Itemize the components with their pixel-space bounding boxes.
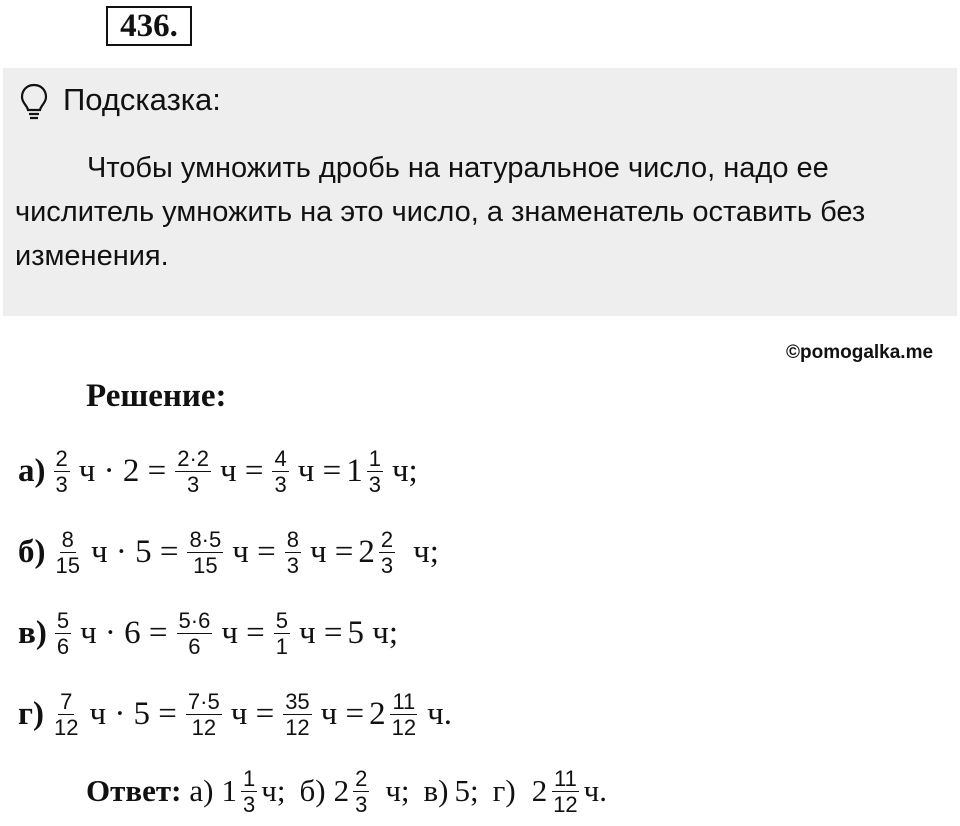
answer-line (86, 756, 607, 826)
line-label: а) (18, 452, 46, 489)
fraction: $\frac{7}{12}$ (53, 688, 79, 740)
fraction: $\frac{7\cdot 5}{12}$ (187, 688, 220, 740)
whole-part: 1 (221, 773, 237, 808)
copyright: ©pomogalka.me (786, 342, 934, 363)
solution-line-d (18, 679, 457, 749)
operator: ч = (309, 533, 354, 570)
whole-part: 2 (369, 695, 386, 732)
operator: ч = (297, 452, 342, 489)
answer-a-label: а) (189, 773, 214, 808)
operator: ч = (299, 614, 343, 651)
answer-c-label: в) (423, 773, 449, 808)
problem-number: 436. (106, 6, 192, 46)
line-label: в) (18, 614, 47, 651)
line-label: б) (18, 533, 46, 570)
fraction: $\frac{11}{12}$ (391, 688, 417, 740)
solution-title: Решение: (86, 378, 227, 414)
solution-line-a (18, 436, 423, 506)
lightbulb-icon (19, 82, 49, 122)
fraction: $\frac{5}{6}$ (56, 607, 70, 659)
fraction: $\frac{5\cdot 6}{6}$ (178, 607, 211, 659)
unit: ч; (391, 452, 418, 489)
answer-c-value: 5; (454, 773, 479, 808)
fraction: $\frac{2}{3}$ (55, 445, 68, 497)
answer-label: Ответ: (86, 773, 182, 808)
solution-line-b (18, 517, 444, 587)
hint-box (3, 68, 957, 316)
operator: ч = (232, 533, 276, 570)
operator: ч · 6 = (80, 614, 168, 651)
answer-b-label: б) (299, 773, 326, 808)
fraction: $\frac{2\cdot 2}{3}$ (177, 445, 209, 497)
unit: ч; (385, 773, 410, 808)
operator: ч = (320, 695, 365, 732)
fraction: $\frac{2}{3}$ (380, 526, 394, 578)
fraction: $\frac{4}{3}$ (274, 445, 287, 497)
unit: ч. (427, 695, 452, 732)
fraction: $\frac{5}{1}$ (275, 607, 289, 659)
operator: ч · 5 = (89, 695, 177, 732)
fraction: $\frac{11}{12}$ (553, 765, 578, 817)
operator: ч = (221, 614, 265, 651)
fraction: $\frac{1}{3}$ (368, 445, 381, 497)
fraction: $\frac{2}{3}$ (355, 765, 368, 817)
operator: ч · 2 = (78, 452, 167, 489)
fraction: $\frac{35}{12}$ (285, 688, 310, 740)
unit: ч; (261, 773, 286, 808)
whole-part: 1 (346, 452, 363, 489)
whole-part: 2 (358, 533, 375, 570)
answer-d-label: г) (492, 773, 516, 808)
result: 5 ч; (347, 614, 399, 651)
fraction: $\frac{1}{3}$ (243, 765, 256, 817)
fraction: $\frac{8\cdot 5}{15}$ (189, 526, 222, 578)
unit: ч. (583, 773, 608, 808)
unit: ч; (413, 533, 439, 570)
hint-text: Чтобы умножить дробь на натуральное число, надо ее числитель умножить на это число, а знаменатель оставить без изменения. (15, 152, 866, 272)
operator: ч = (230, 695, 275, 732)
line-label: г) (18, 695, 44, 732)
solution-line-c (18, 598, 398, 668)
whole-part: 2 (333, 773, 350, 808)
fraction: $\frac{8}{3}$ (286, 526, 299, 578)
operator: ч · 5 = (90, 533, 179, 570)
hint-title: Подсказка: (63, 82, 221, 117)
operator: ч = (220, 452, 264, 489)
fraction: $\frac{8}{15}$ (55, 526, 80, 578)
whole-part: 2 (531, 773, 548, 808)
